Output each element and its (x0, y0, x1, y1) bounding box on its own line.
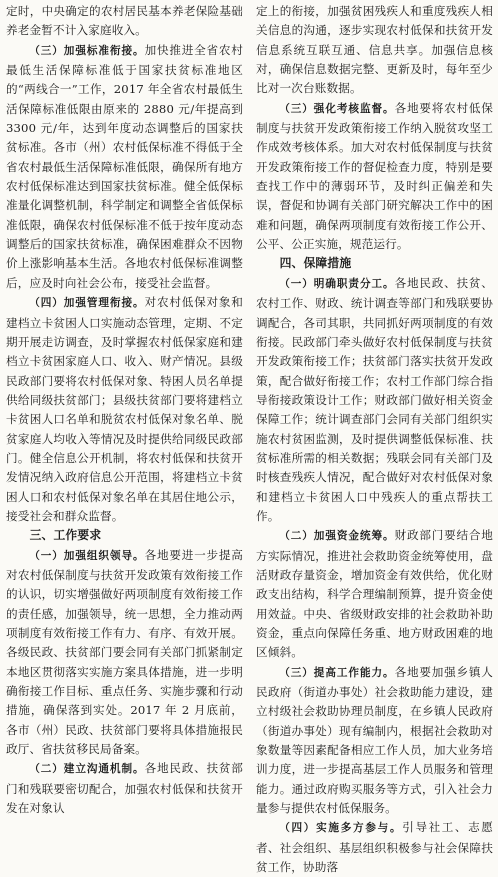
paragraph-work-capacity (256, 663, 493, 819)
left-column (6, 2, 243, 818)
paragraph-text: 各地要进一步提高对农村低保制度与扶贫开发政策有效衔接工作的认识，切实增强做好两项制度有效衔接工作的责任感，加强领导，统一思想，全力推动两项制度有效衔接工作有力、有序、有效开展。各级民政、扶贫部门要会同有关部门抓紧制定本地区贯彻落实实施方案具体措施，进一步明确衔接工作目标、重点任务、实施步骤和行动措施，确保落到实处。2017 年 2 月底前，各市（州）民政、扶贫部门要将具体措施报民政厅、省扶贫移民局备案。 (6, 547, 244, 757)
paragraph-text: 各地要将农村低保制度与扶贫开发政策衔接工作纳入脱贫攻坚工作成效考核体系。加大对农村低保制度与扶贫开发政策衔接工作的督促检查力度，特别是要查找工作中的薄弱环节，及时纠正偏差和失误，督促和协调有关部门研究解决工作中的困难和问题，确保两项制度有效衔接工作公开、公平、公正实施，规范运行。 (256, 100, 494, 252)
paragraph-text: 引导社工、志愿者、社会组织、基层组织积极参与社会保障扶贫工作，协助落 (256, 820, 493, 875)
right-column (256, 2, 493, 877)
paragraph-organization-leadership (6, 546, 243, 760)
paragraph-standard-linkage (6, 41, 243, 293)
paragraph-continued: 定上的衔接，加强贫困残疾人和重度残疾人相关信息的沟通，逐步实现农村低保和扶贫开发信息系统互联互通、信息共享。加强信息核对，确保信息数据完整、更新及时，每年至少比对一次台账数据。 (256, 4, 493, 96)
paragraph-text: 各地民政、扶贫部门和残联要密切配合，加强农村低保和扶贫开发在对象认 (6, 761, 244, 816)
paragraph-text: 对农村低保对象和建档立卡贫困人口实施动态管理，定期、不定期开展走访调查，及时掌握农村低保家庭和建档立卡贫困家庭人口、收入、财产情况。县级民政部门要将农村低保对象、特困人员名单提供给同级扶贫部门；县级扶贫部门要将建档立卡贫困人口名单和脱贫农村低保对象名单、脱贫家庭人均收入等情况及时提供给同级民政部门。健全信息公开机制，将农村低保和扶贫开发情况纳入政府信息公开范围，将建档立卡贫困人口和农村低保对象名单在其居住地公示，接受社会和群众监督。 (6, 295, 244, 523)
paragraph-responsibilities (256, 274, 493, 526)
section-heading-work-requirements: 三、工作要求 (29, 528, 102, 543)
paragraph-continued: 定时，中央确定的农村居民基本养老保险基础养老金暂不计入家庭收入。 (6, 4, 243, 38)
paragraph-communication-mechanism (6, 759, 243, 818)
section-label: （一）加强组织领导。 (29, 549, 145, 562)
paragraph-text: 各地民政、扶贫、农村工作、财政、统计调查等部门和残联要协调配合，各司其职，共同抓好两项制度的有效衔接。民政部门牵头做好农村低保制度与扶贫开发政策衔接工作；扶贫部门落实扶贫开发政策，配合做好衔接工作；农村工作部门综合指导衔接政策设计工作；财政部门做好相关资金保障工作；统计调查部门会同有关部门组织实施农村贫困监测，及时提供调整低保标准、扶贫标准所需的相关数据；残联会同有关部门及时核查残疾人情况，配合做好对农村低保对象和建档立卡贫困人口中残疾人的重点帮扶工作。 (256, 275, 494, 523)
section-label: （三）提高工作能力。 (279, 666, 395, 679)
section-heading-safeguards: 四、保障措施 (279, 256, 352, 271)
paragraph-multi-party (256, 818, 493, 877)
paragraph-text: 加快推进全省农村最低生活保障标准低于国家扶贫标准地区的“两线合一”工作，2017 年全省农村最低生活保障标准低限由原来的 2880 元/年提高到 3300 元/年，达到年度动态调整后的国家扶贫标准。各市（州）农村低保标准不得低于全省农村最低生活保障标准低限，确保所有地方农村低保标准达到国家扶贫标准。健全低保标准量化调整机制，科学制定和调整全省低保标准低限，确保农村低保标准不低于按年度动态调整后的国家扶贫标准，确保困难群众不因物价上涨影响基本生活。各地农村低保标准调整后，应及时向社会公布，接受社会监督。 (6, 42, 244, 290)
paragraph-text: 财政部门要结合地方实际情况，推进社会救助资金统筹使用，盘活财政存量资金，增加资金有效供给，优化财政支出结构，科学合理编制预算，提升资金使用效益。中央、省级财政安排的社会救助补助资金，重点向保障任务重、地方财政困难的地区倾斜。 (256, 528, 494, 660)
section-label: （四）实施多方参与。 (279, 822, 403, 835)
section-label: （三）加强标准衔接。 (29, 44, 145, 57)
section-label: （四）加强管理衔接。 (29, 297, 145, 310)
paragraph-text: 各地要加强乡镇人民政府（街道办事处）社会救助能力建设，建立村级社会救助协理员制度，在乡镇人民政府（街道办事处）现有编制内，根据社会救助对象数量等因素配备相应工作人员，加大业务培训力度，进一步提高基层工作人员服务和管理能力。通过政府购买服务等方式，引入社会力量参与提供农村低保服务。 (256, 664, 494, 816)
paragraph-funding (256, 526, 493, 662)
section-label: （二）加强资金统筹。 (279, 530, 395, 543)
section-label: （二）建立沟通机制。 (29, 763, 145, 776)
paragraph-assessment-supervision (256, 99, 493, 255)
section-label: （三）强化考核监督。 (279, 102, 395, 115)
section-label: （一）明确职责分工。 (279, 277, 395, 290)
paragraph-management-linkage (6, 293, 243, 526)
